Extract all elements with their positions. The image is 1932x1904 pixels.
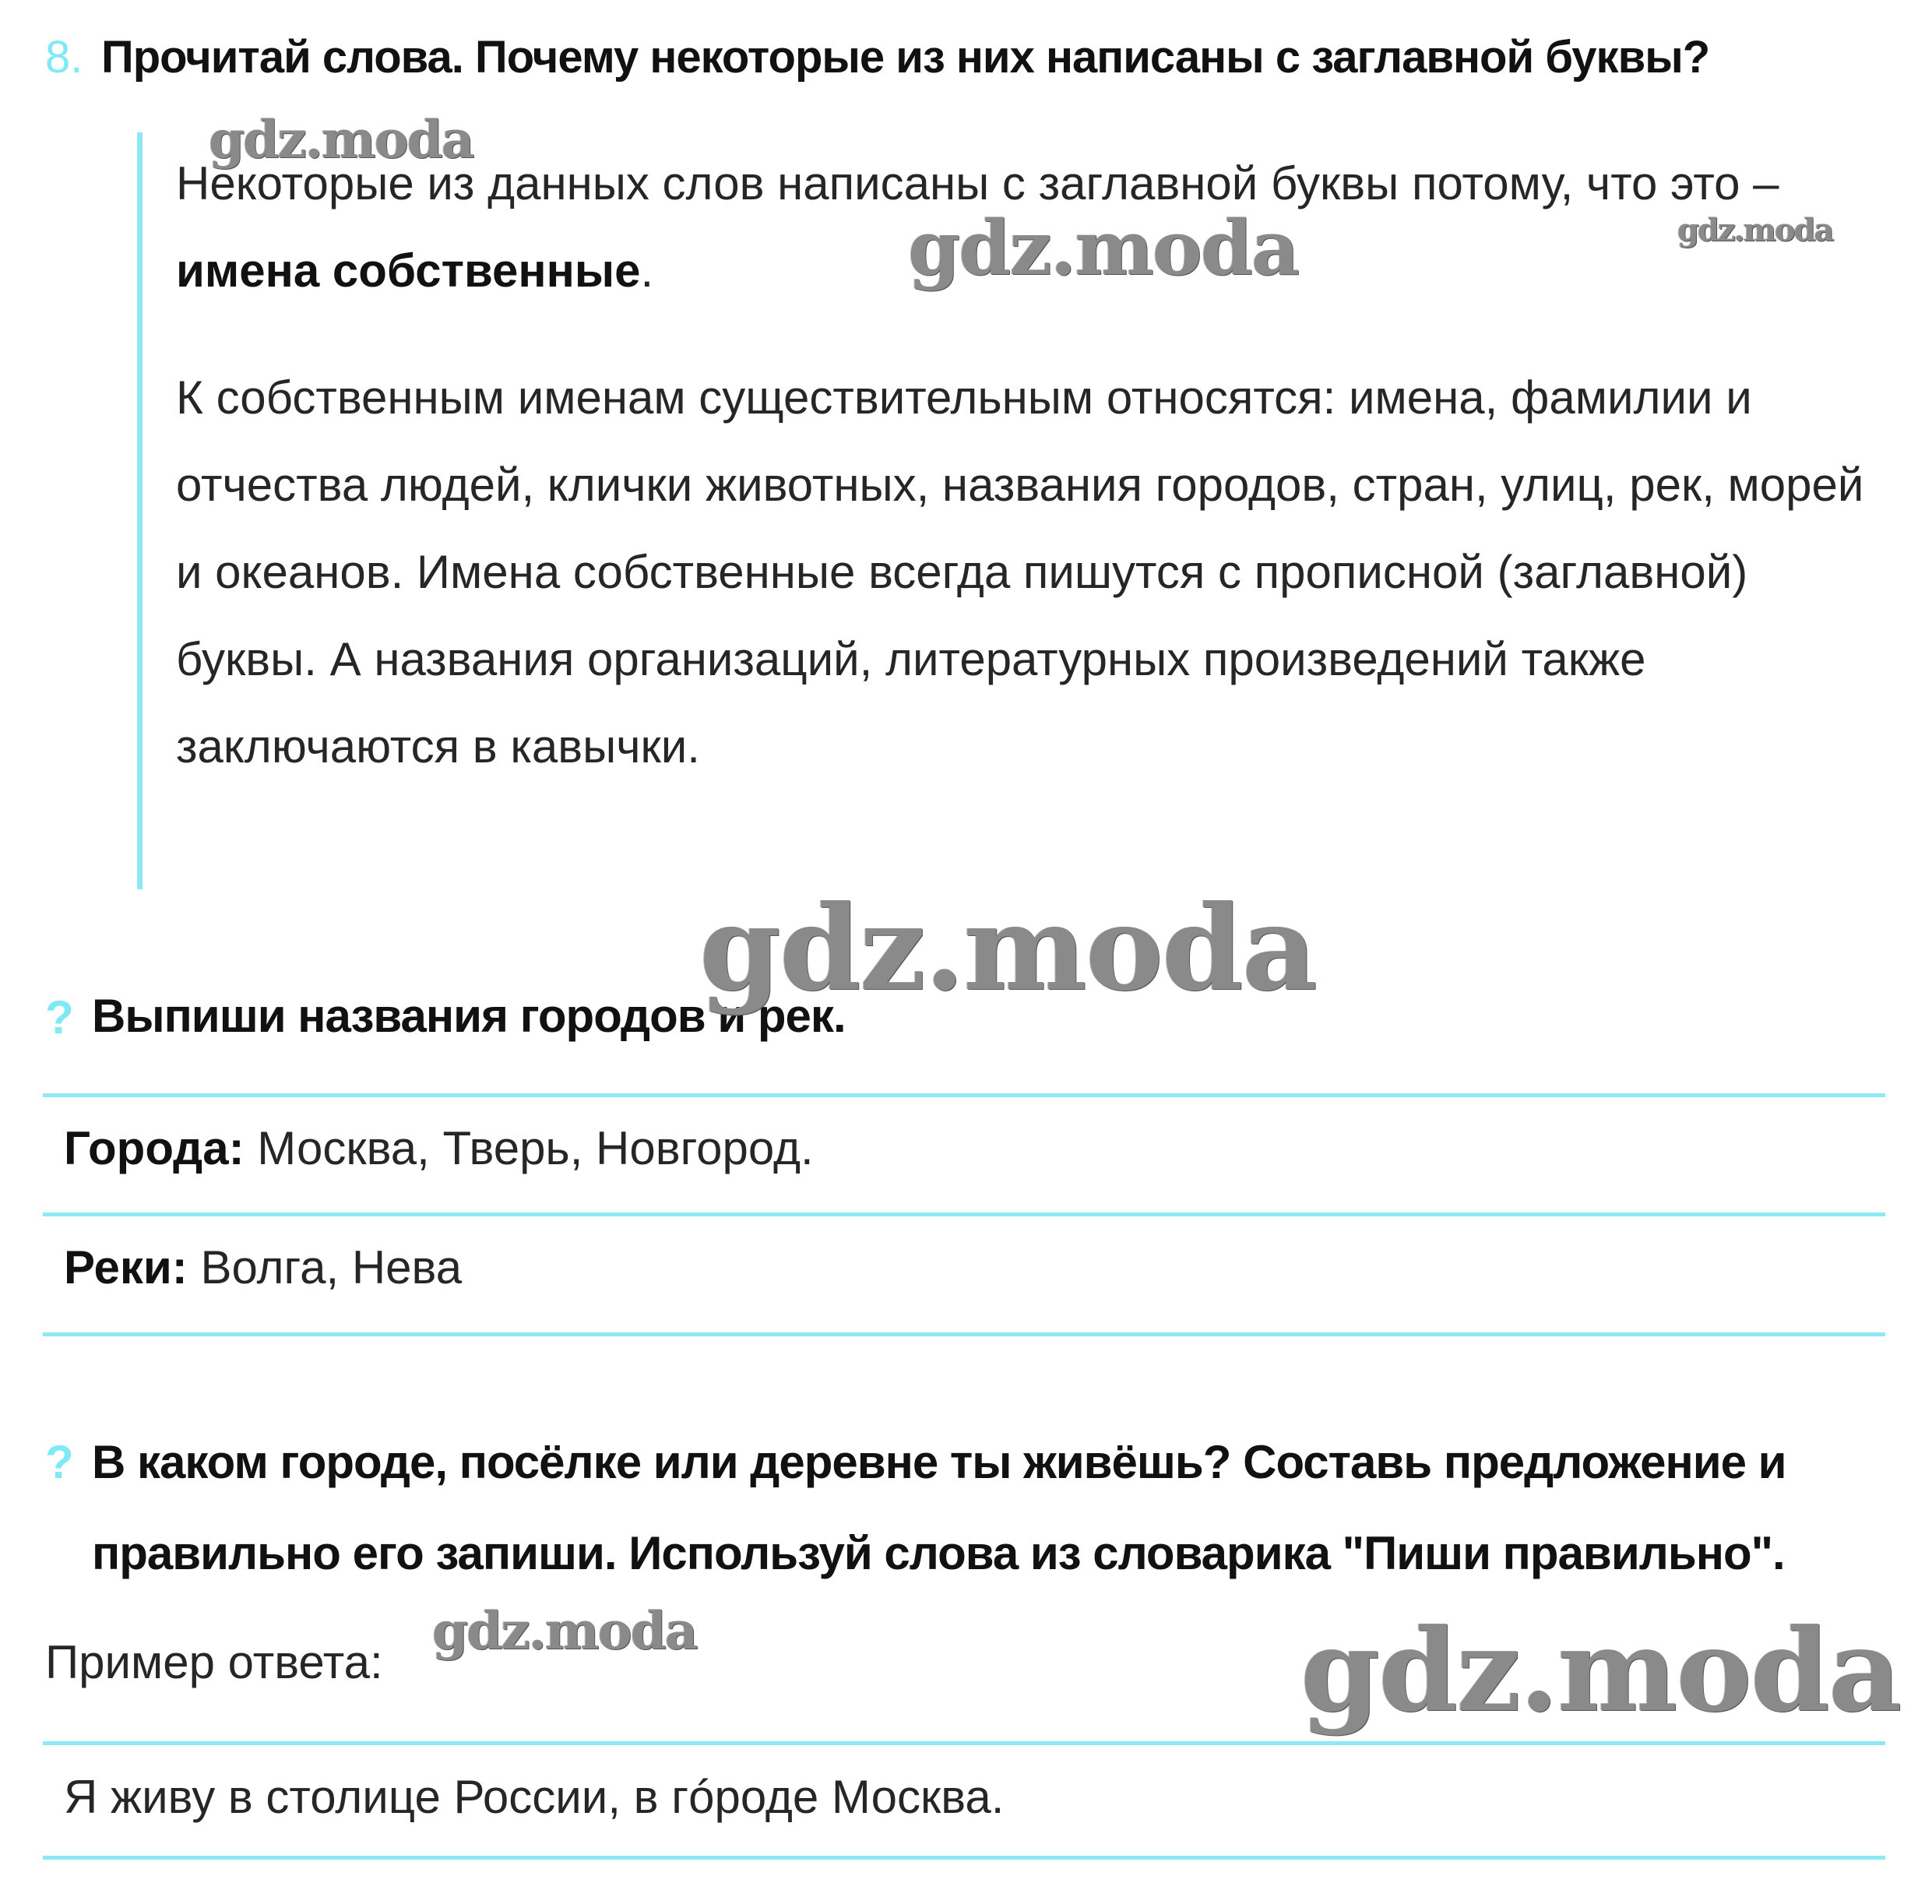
question-2-text-line-1: В каком городе, посёлке или деревне ты живёшь? Составь предложение и	[92, 1436, 1786, 1488]
answer-row-rivers	[64, 1241, 462, 1294]
watermark-logo: gdz.moda	[1300, 1604, 1901, 1737]
divider-line	[43, 1212, 1885, 1216]
answer-row-cities	[64, 1121, 814, 1175]
answer-paragraph-2: К собственным именам существительным относятся: имена, фамилии и отчества людей, клички животных, названия городов, стран, улиц, рек, морей и океанов. Имена собственные всегда пишутся с прописной (заглавной) буквы. А названия организаций, литературных произведений также заключаются в кавычки.	[176, 371, 1864, 773]
divider-line	[43, 1332, 1885, 1336]
watermark-logo: gdz.moda	[432, 1600, 697, 1661]
question-1-text: Выпиши названия городов и рек.	[92, 990, 846, 1042]
divider-line	[43, 1741, 1885, 1745]
task-title: Прочитай слова. Почему некоторые из них написаны с заглавной буквы?	[101, 32, 1710, 83]
watermark-logo: gdz.moda	[1677, 212, 1833, 248]
example-label: Пример ответа:	[45, 1636, 383, 1688]
watermark-logo: gdz.moda	[209, 109, 473, 170]
divider-line	[43, 1093, 1885, 1097]
answer-paragraph-1-end: .	[640, 245, 654, 297]
question-2-text-line-2: правильно его запиши. Используй слова из словарика "Пиши правильно".	[92, 1527, 1785, 1579]
answer-row-cities-value: Москва, Тверь, Новгород.	[244, 1122, 814, 1174]
task-number: 8.	[45, 32, 83, 83]
answer-row-rivers-label: Реки:	[64, 1241, 188, 1293]
divider-line	[43, 1856, 1885, 1860]
answer-paragraph-1-text: Некоторые из данных слов написаны с заглавной буквы потому, что это –	[176, 157, 1779, 209]
question-1-mark: ?	[45, 991, 74, 1044]
example-answer: Я живу в столице России, в гóроде Москва.	[64, 1771, 1005, 1823]
answer-row-rivers-value: Волга, Нева	[187, 1241, 463, 1293]
answer-row-cities-label: Города:	[64, 1122, 245, 1174]
question-2-mark: ?	[45, 1436, 74, 1488]
watermark-logo: gdz.moda	[699, 880, 1317, 1017]
watermark-logo: gdz.moda	[908, 204, 1299, 292]
quote-bar	[137, 132, 143, 889]
answer-paragraph-1-bold: имена собственные	[176, 245, 641, 297]
